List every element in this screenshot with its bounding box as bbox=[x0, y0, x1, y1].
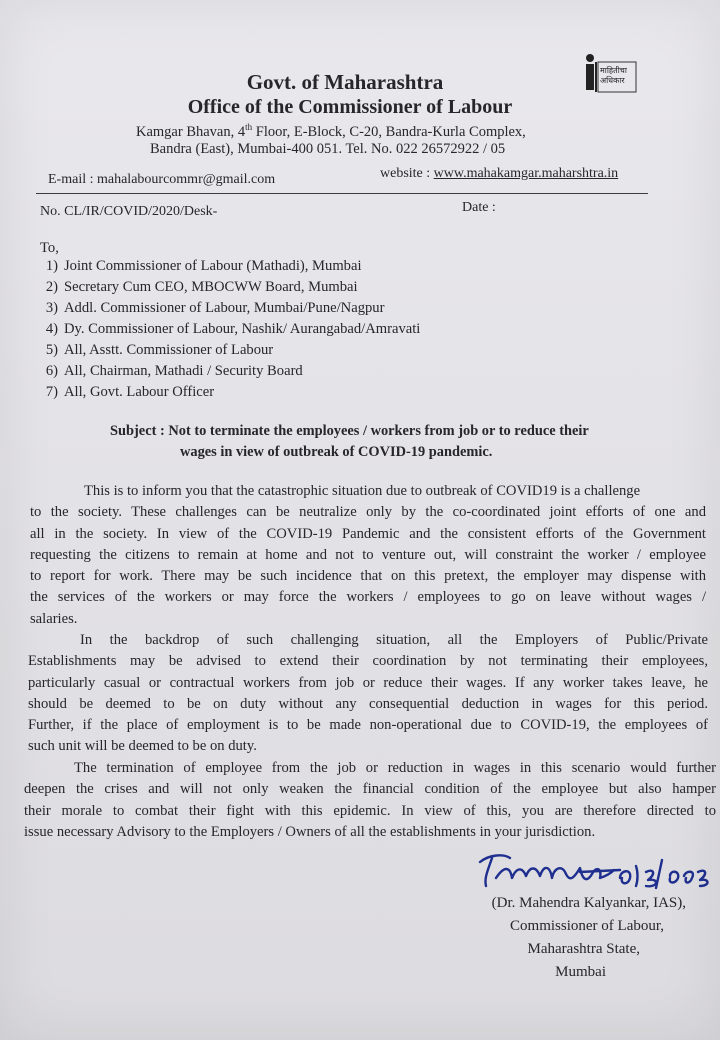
list-number: 5) bbox=[45, 342, 58, 358]
address-line-1-b: Floor, E-Block, C-20, Bandra-Kurla Complex, bbox=[252, 123, 526, 140]
list-item bbox=[36, 384, 536, 405]
list-text: Dy. Commissioner of Labour, Nashik/ Aurangabad/Amravati bbox=[64, 321, 421, 337]
signatory-state: Maharashtra State, bbox=[527, 941, 640, 957]
signatory-designation: Commissioner of Labour, bbox=[510, 918, 664, 934]
paragraph-line: should be deemed to be on duty without any consequential deduction in wages for this period. bbox=[28, 695, 708, 712]
address-line-2: Bandra (East), Mumbai-400 051. Tel. No. 022 26572922 / 05 bbox=[150, 141, 506, 157]
handwritten-signature bbox=[470, 848, 716, 892]
emblem-text-1: माहितीचा bbox=[600, 66, 627, 75]
signatory-name: (Dr. Mahendra Kalyankar, IAS), bbox=[491, 895, 686, 911]
subject-label: Subject : bbox=[110, 423, 169, 439]
list-item bbox=[36, 363, 536, 384]
header-divider bbox=[36, 193, 648, 194]
subject-line-1 bbox=[110, 421, 670, 442]
paragraph-line: particularly casual or contractual workers from job or reduce their wages. If any worker takes leave, he bbox=[28, 674, 708, 691]
address-line-1-sup: th bbox=[245, 122, 253, 132]
subject-line-2: wages in view of outbreak of COVID-19 pandemic. bbox=[180, 444, 493, 460]
paragraph-line: issue necessary Advisory to the Employers / Owners of all the establishments in your jurisdiction. bbox=[24, 823, 596, 840]
paragraph-2 bbox=[28, 630, 708, 758]
rti-emblem-icon bbox=[578, 50, 638, 106]
list-number: 1) bbox=[45, 258, 58, 274]
list-item bbox=[36, 300, 536, 321]
signatory-block bbox=[430, 895, 690, 987]
date-label: Date : bbox=[462, 200, 496, 215]
recipient-list bbox=[36, 258, 536, 405]
paragraph-1 bbox=[30, 481, 706, 630]
list-text: All, Chairman, Mathadi / Security Board bbox=[64, 363, 303, 379]
paragraph-line: In the backdrop of such challenging situation, all the Employers of Public/Private bbox=[80, 632, 708, 648]
list-text: All, Govt. Labour Officer bbox=[64, 384, 215, 400]
to-label: To, bbox=[40, 240, 59, 256]
list-text: All, Asstt. Commissioner of Labour bbox=[64, 342, 274, 358]
paragraph-line: This is to inform you that the catastrophic situation due to outbreak of COVID19 is a challenge bbox=[84, 483, 641, 499]
paragraph-line: to the society. These challenges can be neutralize only by the co-coordinated joint efforts of one and bbox=[30, 504, 706, 521]
list-item bbox=[36, 279, 536, 300]
paragraph-line: requesting the citizens to remain at home and not to venture out, will constraint the worker / employee bbox=[30, 546, 706, 563]
govt-heading: Govt. of Maharashtra bbox=[246, 70, 444, 94]
paragraph-line: their morale to combat their fight with this epidemic. In view of this, you are therefore directed to bbox=[24, 802, 716, 819]
paragraph-line: salaries. bbox=[30, 610, 78, 627]
address-line-1 bbox=[136, 122, 576, 141]
email-text: E-mail : mahalabourcommr@gmail.com bbox=[48, 172, 276, 187]
address-line-1-a: Kamgar Bhavan, 4 bbox=[136, 123, 246, 140]
website-link[interactable]: www.mahakamgar.maharshtra.in bbox=[433, 166, 619, 181]
list-number: 3) bbox=[45, 300, 58, 316]
paragraph-line: deepen the crises and will not only weaken the financial condition of the employee but also hamper bbox=[24, 781, 716, 798]
paragraph-line: to report for work. There may be such incidence that on this pretext, the employer may dispense with bbox=[30, 568, 706, 585]
list-number: 4) bbox=[45, 321, 58, 337]
paragraph-line: Establishments may be advised to extend their coordination by not terminating their employees, bbox=[28, 653, 708, 670]
list-text: Joint Commissioner of Labour (Mathadi), Mumbai bbox=[64, 258, 362, 274]
signatory-city: Mumbai bbox=[555, 964, 606, 980]
list-number: 6) bbox=[45, 363, 58, 379]
paragraph-line: Further, if the place of employment is to be made non-operational due to COVID-19, the employees of bbox=[28, 717, 708, 734]
list-number: 2) bbox=[45, 279, 58, 295]
list-item bbox=[36, 258, 536, 279]
signature-scribble bbox=[470, 848, 716, 892]
emblem-text bbox=[600, 66, 627, 86]
paragraph-line: such unit will be deemed to be on duty. bbox=[28, 738, 257, 755]
list-item bbox=[36, 321, 536, 342]
emblem-text-2: अधिकार bbox=[600, 76, 625, 85]
paragraph-line: all in the society. In view of the COVID-19 Pandemic and the consistent efforts of the Government bbox=[30, 525, 706, 542]
paragraph-line: The termination of employee from the job or reduction in wages in this scenario would further bbox=[74, 760, 716, 776]
list-number: 7) bbox=[45, 384, 58, 400]
list-item bbox=[36, 342, 536, 363]
list-text: Addl. Commissioner of Labour, Mumbai/Pune/Nagpur bbox=[64, 300, 385, 316]
reference-number: No. CL/IR/COVID/2020/Desk- bbox=[40, 204, 218, 219]
website-label: website : bbox=[380, 166, 434, 181]
paragraph-3 bbox=[24, 758, 716, 843]
subject-text-1: Not to terminate the employees / workers from job or to reduce their bbox=[168, 423, 589, 439]
paragraph-line: the services of the workers or may force the workers / employees to go on leave without wages / bbox=[30, 589, 706, 606]
office-heading: Office of the Commissioner of Labour bbox=[187, 96, 513, 118]
website-line bbox=[380, 166, 618, 182]
list-text: Secretary Cum CEO, MBOCWW Board, Mumbai bbox=[64, 279, 358, 295]
